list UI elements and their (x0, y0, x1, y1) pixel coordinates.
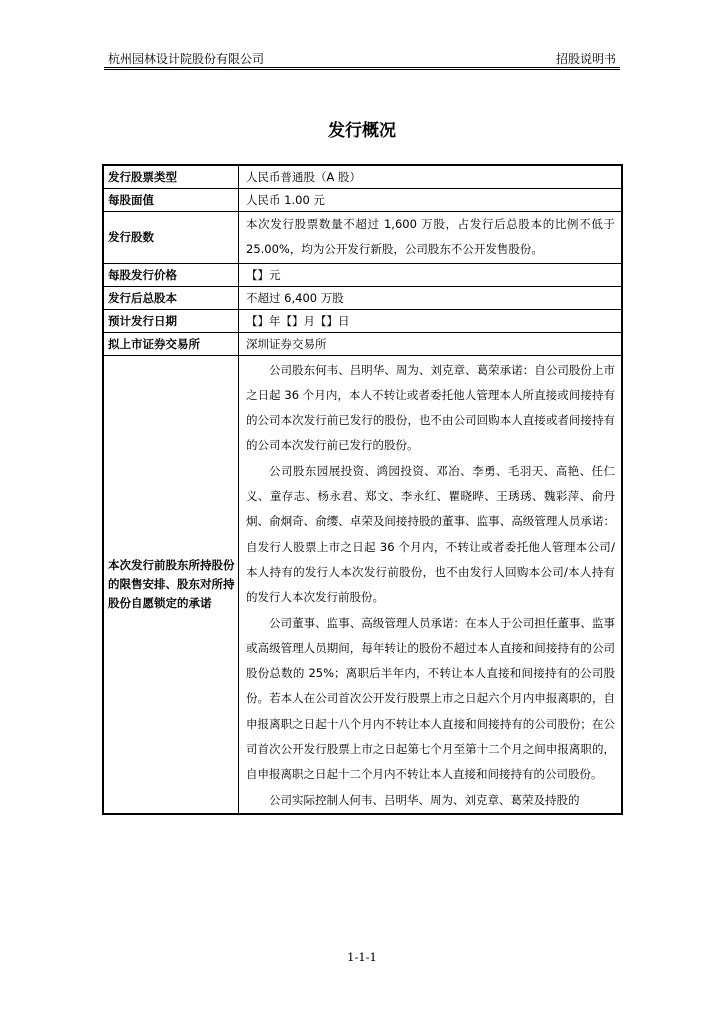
lockup-value-cell (239, 355, 623, 814)
page-number: 1-1-1 (347, 950, 377, 964)
lockup-paragraph: 公司股东何韦、吕明华、周为、刘克章、葛荣承诺：自公司股份上市之日起 36 个月内，本人不转让或者委托他人管理本人所直接或间接持有的公司本次发行前已发行的股份，也不由公司回购本人直接或者间接持有的公司本次发行前已发行的股份。 (246, 362, 615, 453)
row-label: 发行股数 (103, 212, 239, 264)
row-value-cell (239, 212, 623, 264)
header-doc-type: 招股说明书 (555, 52, 616, 66)
header-divider (104, 67, 620, 68)
row-value: 深圳证券交易所 (239, 332, 623, 355)
table-row (103, 309, 622, 332)
table-row (103, 212, 622, 264)
lockup-paragraph: 公司实际控制人何韦、吕明华、周为、刘克章、葛荣及持股的 (269, 792, 580, 807)
table-row-lockup (103, 355, 622, 814)
header-company: 杭州园林设计院股份有限公司 (108, 52, 265, 66)
table-row (103, 263, 622, 286)
offering-overview-table (102, 164, 623, 815)
row-value: 人民币普通股（A 股） (239, 165, 623, 189)
table-row (103, 286, 622, 309)
row-value: 【】年【】月【】日 (239, 309, 623, 332)
row-label: 每股面值 (103, 189, 239, 212)
row-label: 每股发行价格 (103, 263, 239, 286)
row-label: 发行股票类型 (103, 165, 239, 189)
lockup-paragraph: 公司董事、监事、高级管理人员承诺：在本人于公司担任董事、监事或高级管理人员期间，每年转让的股份不超过本人直接和间接持有的公司股份总数的 25%；离职后半年内，不转让本人直接和间接持有的公司股份。若本人在公司首次公开发行股票上市之日起六个月内申报离职的，自申报离职之日起十八个月内不转让本人直接和间接持有的公司股份；在公司首次公开发行股票上市之日起第七个月至第十二个月之间申报离职的，自申报离职之日起十二个月内不转让本人直接和间接持有的公司股份。 (246, 615, 615, 782)
row-label: 拟上市证券交易所 (103, 332, 239, 355)
header-divider-2 (104, 69, 620, 70)
row-value: 人民币 1.00 元 (239, 189, 623, 212)
row-value: 【】元 (239, 263, 623, 286)
row-label: 发行后总股本 (103, 286, 239, 309)
row-value: 本次发行股票数量不超过 1,600 万股，占发行后总股本的比例不低于 25.00%，均为公开发行新股，公司股东不公开发售股份。 (246, 217, 615, 257)
table-row (103, 189, 622, 212)
table-row (103, 332, 622, 355)
lockup-paragraph: 公司股东园展投资、鸿园投资、邓冶、李勇、毛羽天、高艳、任仁义、童存志、杨永君、郑文、李永红、瞿晓晔、王琇琇、魏彩萍、俞丹炯、俞炯奇、俞缨、卓荣及间接持股的董事、监事、高级管理人员承诺：自发行人股票上市之日起 36 个月内，不转让或者委托他人管理本公司/本人持有的发行人本次发行前股份，也不由发行人回购本公司/本人持有的发行人本次发行前股份。 (246, 463, 615, 605)
row-label: 预计发行日期 (103, 309, 239, 332)
row-value: 不超过 6,400 万股 (239, 286, 623, 309)
lockup-label: 本次发行前股东所持股份的限售安排、股东对所持股份自愿锁定的承诺 (103, 355, 239, 814)
page-title: 发行概况 (328, 121, 396, 141)
table-row (103, 165, 622, 189)
